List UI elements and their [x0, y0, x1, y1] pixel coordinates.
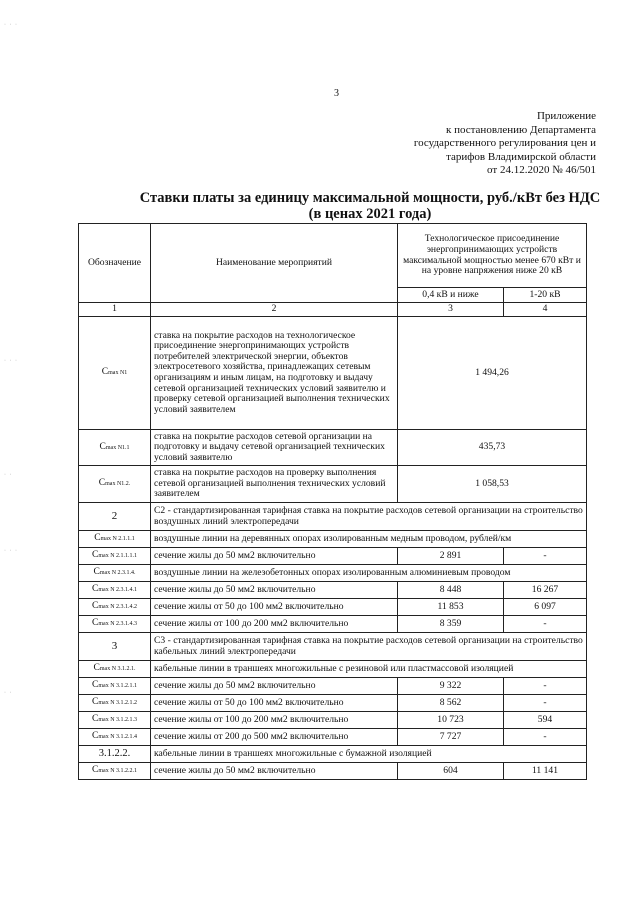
row-code: Cmax N 2.3.1.4.3: [79, 616, 151, 633]
section-name: С2 - стандартизированная тарифная ставка на покрытие расходов сетевой организации на строительство воздушных линий электропередачи: [151, 503, 587, 531]
row-value-04: 11 853: [398, 599, 504, 616]
row-code: Cmax N 2.3.1.4.2: [79, 599, 151, 616]
header-name: Наименование мероприятий: [151, 224, 398, 303]
row-value-1-20: 594: [504, 712, 587, 729]
page-number: 3: [334, 88, 339, 99]
row-name: сечение жилы от 100 до 200 мм2 включительно: [151, 712, 398, 729]
section-row: [79, 503, 587, 531]
header-sub2: 1-20 кВ: [504, 288, 587, 303]
row-name: сечение жилы от 50 до 100 мм2 включительно: [151, 695, 398, 712]
table-row: [79, 616, 587, 633]
row-code: 3.1.2.2.: [79, 746, 151, 763]
row-code: Cmax N 2.1.1.1.1: [79, 548, 151, 565]
appendix-line: от 24.12.2020 № 46/501: [487, 164, 596, 176]
header-sub1: 0,4 кВ и ниже: [398, 288, 504, 303]
row-code: Cmax N 3.1.2.1.4: [79, 729, 151, 746]
rates-table: [78, 223, 587, 780]
row-value-04: 8 448: [398, 582, 504, 599]
row-code: Cmax N1.1: [79, 430, 151, 466]
row-name: сечение жилы до 50 мм2 включительно: [151, 678, 398, 695]
row-name: ставка на покрытие расходов на проверку выполнения сетевой организацией выполнения технических условий заявителем: [151, 466, 398, 503]
section-code: 2: [79, 503, 151, 531]
title-line: (в ценах 2021 года): [308, 206, 432, 222]
table-row: [79, 430, 587, 466]
row-name: воздушные линии на деревянных опорах изолированным медным проводом, рублей/км: [151, 531, 587, 548]
row-name: сечение жилы до 50 мм2 включительно: [151, 763, 398, 780]
document-title: [90, 190, 640, 222]
table-row: [79, 317, 587, 430]
table-row: [79, 695, 587, 712]
row-value-1-20: -: [504, 729, 587, 746]
table-row: [79, 565, 587, 582]
row-value-1-20: -: [504, 548, 587, 565]
row-value-04: 8 562: [398, 695, 504, 712]
table-row: [79, 531, 587, 548]
appendix-line: Приложение: [536, 110, 596, 122]
row-value-1-20: -: [504, 616, 587, 633]
row-name: сечение жилы от 100 до 200 мм2 включительно: [151, 616, 398, 633]
row-value: 435,73: [398, 430, 587, 466]
row-code: Cmax N 3.1.2.2.1: [79, 763, 151, 780]
scan-speck: · · ·: [4, 358, 18, 364]
section-row: [79, 633, 587, 661]
row-value-04: 7 727: [398, 729, 504, 746]
col-number: 2: [151, 303, 398, 317]
scan-speck: · ·: [4, 472, 13, 478]
table-row: [79, 599, 587, 616]
row-name: сечение жилы от 50 до 100 мм2 включительно: [151, 599, 398, 616]
row-name: кабельные линии в траншеях многожильные с бумажной изоляцией: [151, 746, 587, 763]
table-row: [79, 466, 587, 503]
row-value-1-20: 16 267: [504, 582, 587, 599]
scan-speck: · · ·: [4, 22, 18, 28]
row-name: сечение жилы до 50 мм2 включительно: [151, 548, 398, 565]
table-row: [79, 582, 587, 599]
row-value-1-20: -: [504, 678, 587, 695]
table-row: [79, 729, 587, 746]
row-code: Cmax N1: [79, 317, 151, 430]
row-code: Cmax N 2.3.1.4.1: [79, 582, 151, 599]
appendix-line: к постановлению Департамента: [445, 123, 596, 136]
row-value-04: 2 891: [398, 548, 504, 565]
row-value-1-20: 11 141: [504, 763, 587, 780]
row-code: Cmax N1.2.: [79, 466, 151, 503]
row-value-04: 10 723: [398, 712, 504, 729]
appendix-line: тарифов Владимирской области: [446, 150, 596, 163]
scan-speck: · · ·: [4, 548, 18, 554]
row-code: Cmax N 3.1.2.1.2: [79, 695, 151, 712]
appendix-block: [376, 110, 596, 178]
row-code: Cmax N 3.1.2.1.: [79, 661, 151, 678]
row-value-1-20: -: [504, 695, 587, 712]
row-value: 1 058,53: [398, 466, 587, 503]
column-numbers-row: [79, 303, 587, 317]
header-code: Обозначение: [79, 224, 151, 303]
header-group: Технологическое присоединение энергопринимающих устройств максимальной мощностью менее 670 кВт и на уровне напряжения ниже 20 кВ: [398, 224, 587, 288]
appendix-line: государственного регулирования цен и: [413, 137, 596, 149]
section-name: С3 - стандартизированная тарифная ставка на покрытие расходов сетевой организации на строительство кабельных линий электропередачи: [151, 633, 587, 661]
table-row: [79, 548, 587, 565]
row-value-1-20: 6 097: [504, 599, 587, 616]
table-row: [79, 678, 587, 695]
row-value: 1 494,26: [398, 317, 587, 430]
title-line: Ставки платы за единицу максимальной мощности, руб./кВт без НДС: [139, 190, 601, 206]
row-name: ставка на покрытие расходов сетевой организации на подготовку и выдачу сетевой организацией технических условий заявителю: [151, 430, 398, 466]
row-value-04: 8 359: [398, 616, 504, 633]
row-name: сечение жилы от 200 до 500 мм2 включительно: [151, 729, 398, 746]
row-name: кабельные линии в траншеях многожильные с резиновой или пластмассовой изоляцией: [151, 661, 587, 678]
row-code: Cmax N 3.1.2.1.3: [79, 712, 151, 729]
section-code: 3: [79, 633, 151, 661]
row-value-04: 9 322: [398, 678, 504, 695]
row-value-04: 604: [398, 763, 504, 780]
table-row: [79, 746, 587, 763]
col-number: 4: [504, 303, 587, 317]
row-name: ставка на покрытие расходов на технологическое присоединение энергопринимающих устройств потребителей электрической энергии, объектов электросетевого хозяйства, принадлежащих сетевым организациям и иным лицам, на подготовку и выдачу сетевой организацией технических условий заявителю и проверку сетевой организацией выполнения технических условий заявителем: [151, 317, 398, 430]
row-name: сечение жилы до 50 мм2 включительно: [151, 582, 398, 599]
row-code: Cmax N 2.1.1.1: [79, 531, 151, 548]
row-name: воздушные линии на железобетонных опорах изолированным алюминиевым проводом: [151, 565, 587, 582]
row-code: Cmax N 3.1.2.1.1: [79, 678, 151, 695]
row-code: Cmax N 2.3.1.4.: [79, 565, 151, 582]
table-row: [79, 712, 587, 729]
header-row: [79, 224, 587, 288]
col-number: 3: [398, 303, 504, 317]
scan-speck: · ·: [4, 690, 13, 696]
table-row: [79, 661, 587, 678]
col-number: 1: [79, 303, 151, 317]
table-row: [79, 763, 587, 780]
